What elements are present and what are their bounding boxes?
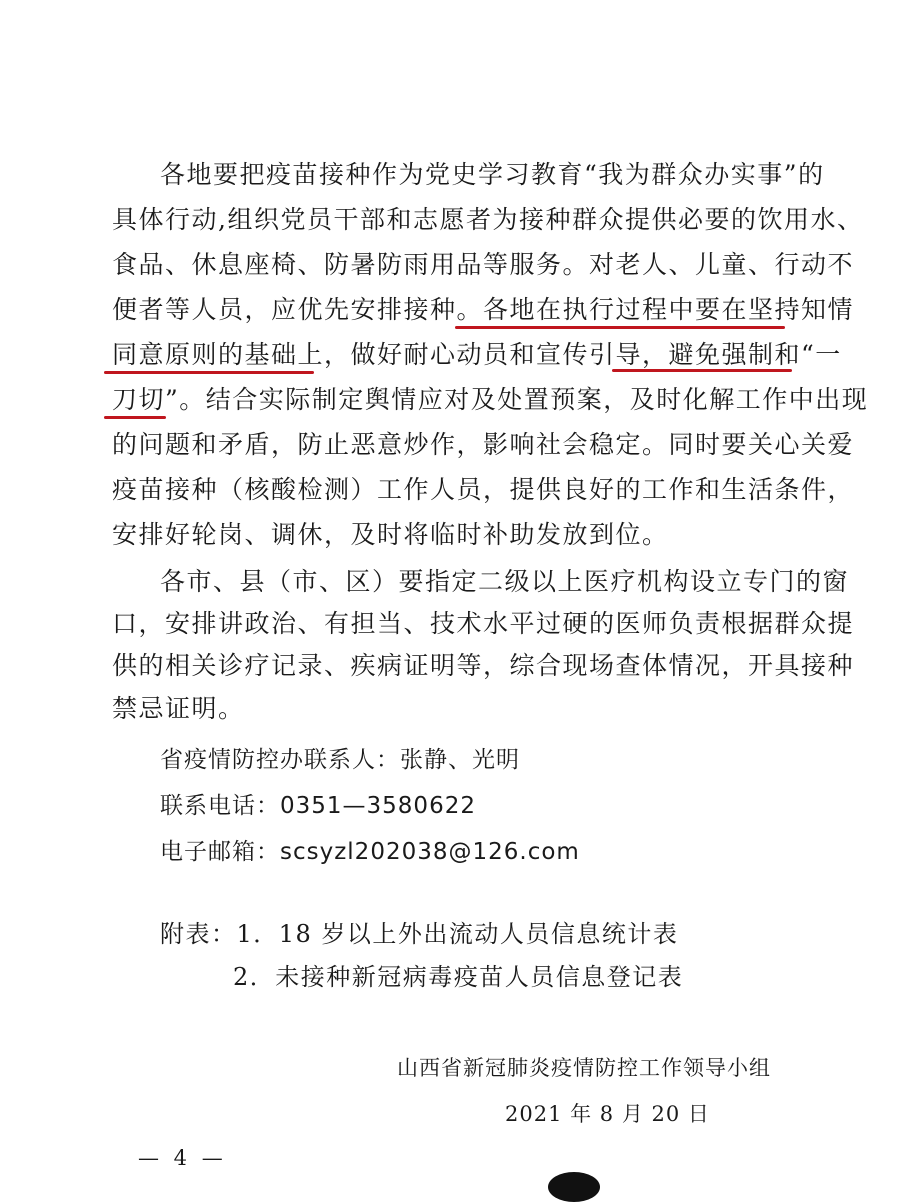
highlight-underline xyxy=(104,371,314,374)
seal-fragment xyxy=(548,1172,600,1202)
signature-organization: 山西省新冠肺炎疫情防控工作领导小组 xyxy=(397,1056,771,1080)
contact-email: 电子邮箱：scsyzl202038@126.com xyxy=(160,839,580,865)
page-number: — 4 — xyxy=(138,1146,227,1170)
contact-phone: 联系电话：0351—3580622 xyxy=(160,793,476,819)
paragraph-1-line-4: 便者等人员，应优先安排接种。各地在执行过程中要在坚持知情 xyxy=(112,295,855,324)
paragraph-2-line-3: 供的相关诊疗记录、疾病证明等，综合现场查体情况，开具接种 xyxy=(112,651,855,680)
paragraph-1-line-7: 的问题和矛盾，防止恶意炒作，影响社会稳定。同时要关心关爱 xyxy=(112,430,855,459)
paragraph-1-line-5: 同意原则的基础上，做好耐心动员和宣传引导，避免强制和“一 xyxy=(112,340,842,369)
highlight-underline xyxy=(104,416,166,419)
paragraph-2-line-2: 口，安排讲政治、有担当、技术水平过硬的医师负责根据群众提 xyxy=(112,609,855,638)
attachment-item-1: 附表：1．18 岁以上外出流动人员信息统计表 xyxy=(160,920,679,948)
paragraph-1-line-2: 具体行动,组织党员干部和志愿者为接种群众提供必要的饮用水、 xyxy=(112,205,864,234)
attachment-item-2: 2．未接种新冠病毒疫苗人员信息登记表 xyxy=(233,963,684,991)
paragraph-1-line-1: 各地要把疫苗接种作为党史学习教育“我为群众办实事”的 xyxy=(160,160,825,189)
paragraph-1-line-6: 刀切”。结合实际制定舆情应对及处置预案，及时化解工作中出现 xyxy=(112,385,869,414)
paragraph-1-line-8: 疫苗接种（核酸检测）工作人员，提供良好的工作和生活条件， xyxy=(112,475,855,504)
highlight-underline xyxy=(455,326,785,329)
paragraph-2-line-1: 各市、县（市、区）要指定二级以上医疗机构设立专门的窗 xyxy=(160,567,850,596)
paragraph-2-line-4: 禁忌证明。 xyxy=(112,694,245,723)
paragraph-1-line-3: 食品、休息座椅、防暑防雨用品等服务。对老人、儿童、行动不 xyxy=(112,250,855,279)
paragraph-1-line-9: 安排好轮岗、调休，及时将临时补助发放到位。 xyxy=(112,520,669,549)
contact-person: 省疫情防控办联系人：张静、光明 xyxy=(160,747,520,773)
signature-date: 2021 年 8 月 20 日 xyxy=(505,1102,710,1126)
highlight-underline xyxy=(612,369,792,372)
